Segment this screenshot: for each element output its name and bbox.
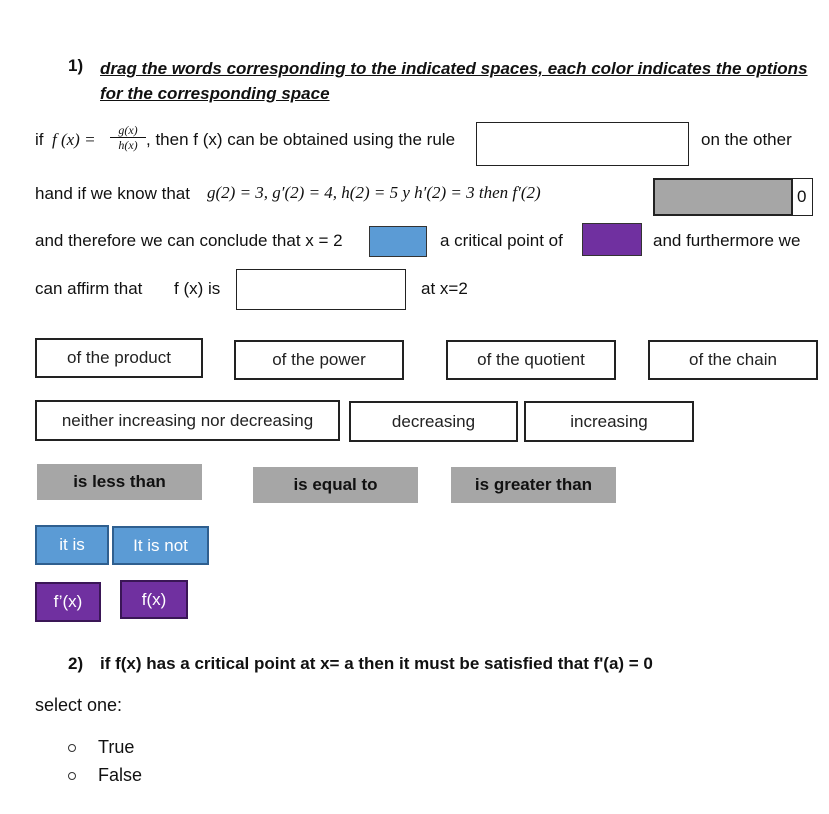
option-of-the-chain[interactable]: of the chain xyxy=(648,340,818,380)
fraction-numerator: g(x) xyxy=(110,123,146,138)
drop-zone-monotonic[interactable] xyxy=(236,269,406,310)
line1-text: , then f (x) can be obtained using the rule xyxy=(146,130,456,149)
option-of-the-quotient[interactable]: of the quotient xyxy=(446,340,616,380)
question-1-heading xyxy=(68,56,808,108)
line3-prefix: and therefore we can conclude that x = 2 xyxy=(35,231,343,250)
line1-fraction xyxy=(110,123,146,152)
drop-zone-comparison[interactable] xyxy=(653,178,793,216)
choice-true[interactable] xyxy=(68,737,134,758)
question-2-number: 2) xyxy=(68,654,84,673)
question-1-instruction-line1: drag the words corresponding to the indicated spaces, each color indicates the options xyxy=(100,59,808,78)
option-f-prime-x[interactable]: f’(x) xyxy=(35,582,101,622)
option-is-less-than[interactable]: is less than xyxy=(37,464,202,500)
option-it-is[interactable]: it is xyxy=(35,525,109,565)
option-of-the-product[interactable]: of the product xyxy=(35,338,203,378)
comparison-value-box xyxy=(793,178,813,216)
line4-suffix: at x=2 xyxy=(421,279,468,298)
line2-prefix: hand if we know that xyxy=(35,184,190,203)
option-f-x[interactable]: f(x) xyxy=(120,580,188,619)
question-1-instruction-line2: for the corresponding space xyxy=(100,84,330,103)
line3-suffix: and furthermore we xyxy=(653,231,801,250)
fraction-denominator: h(x) xyxy=(118,138,138,152)
drop-zone-rule[interactable] xyxy=(476,122,689,166)
line4-prefix: can affirm that xyxy=(35,279,143,298)
line1-fx: f (x) = xyxy=(52,130,96,149)
question-2-heading xyxy=(68,654,788,678)
choice-false-label: False xyxy=(98,765,143,785)
question-1-number: 1) xyxy=(68,56,84,75)
line1-prefix: if xyxy=(35,130,44,149)
line3-middle: a critical point of xyxy=(440,231,563,250)
question-2-text: if f(x) has a critical point at x= a then it must be satisfied that f'(a) = 0 xyxy=(100,654,653,673)
option-neither-increasing-nor-decreasing[interactable]: neither increasing nor decreasing xyxy=(35,400,340,441)
option-increasing[interactable]: increasing xyxy=(524,401,694,442)
select-one-prompt: select one: xyxy=(35,695,123,715)
line1-suffix: on the other xyxy=(701,130,792,149)
line4-fx: f (x) is xyxy=(174,279,221,298)
line2-suffix: 0 xyxy=(797,187,807,206)
drop-zone-is-or-not[interactable] xyxy=(369,226,427,257)
option-it-is-not[interactable]: It is not xyxy=(112,526,209,565)
drop-zone-function[interactable] xyxy=(582,223,642,256)
option-is-greater-than[interactable]: is greater than xyxy=(451,467,616,503)
option-of-the-power[interactable]: of the power xyxy=(234,340,404,380)
option-is-equal-to[interactable]: is equal to xyxy=(253,467,418,503)
radio-false[interactable] xyxy=(68,772,76,780)
choice-true-label: True xyxy=(98,737,135,757)
option-decreasing[interactable]: decreasing xyxy=(349,401,518,442)
radio-true[interactable] xyxy=(68,744,76,752)
choice-false[interactable] xyxy=(68,765,142,786)
line2-math: g(2) = 3, g′(2) = 4, h(2) = 5 y h′(2) = 3 then f′(2) xyxy=(207,183,541,202)
